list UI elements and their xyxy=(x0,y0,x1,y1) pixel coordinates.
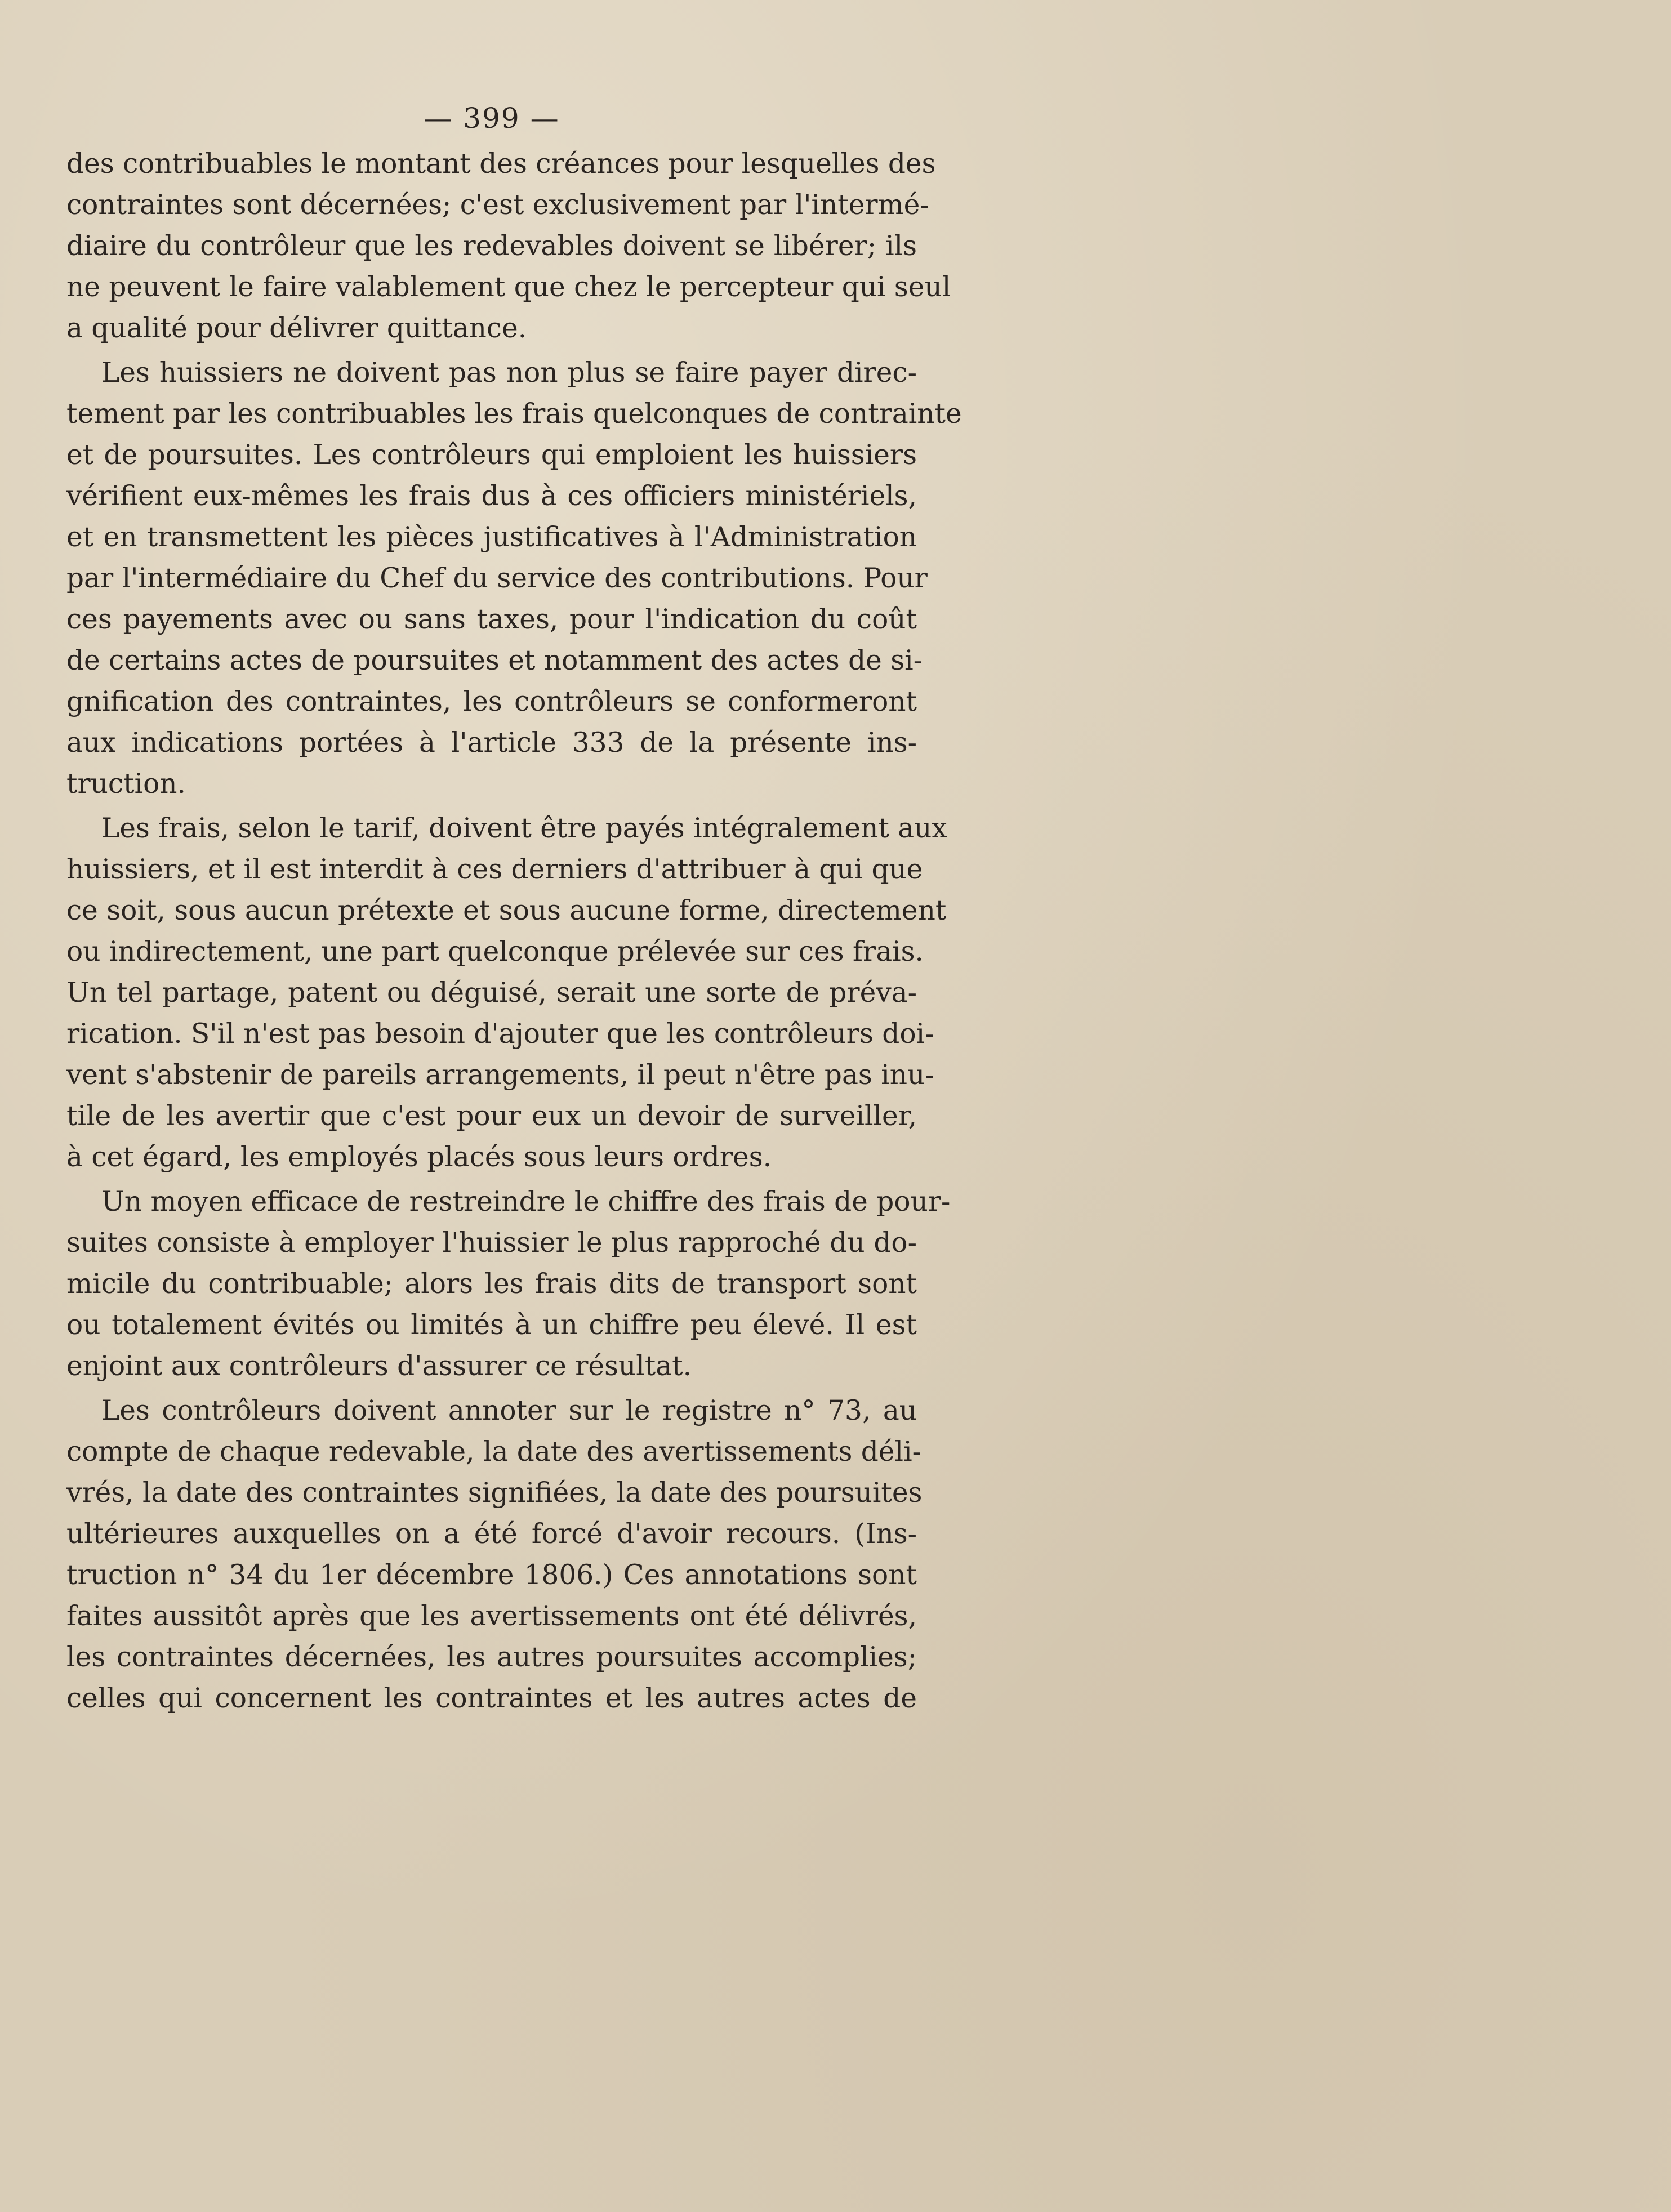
paragraph xyxy=(66,144,951,349)
text-line: des contribuables le montant des créances pour lesquelles des xyxy=(66,148,936,180)
text-line: gnification des contraintes, les contrôleurs se conformeront xyxy=(66,686,917,717)
text-line: ou totalement évités ou limités à un chiffre peu élevé. Il est xyxy=(66,1309,917,1341)
text-line: diaire du contrôleur que les redevables doivent se libérer; ils xyxy=(66,230,917,262)
page-number: — 399 — xyxy=(424,102,560,135)
text-line: ne peuvent le faire valablement que chez le percepteur qui seul xyxy=(66,271,951,303)
text-line: aux indications portées à l'article 333 de la présente ins- xyxy=(66,727,917,759)
paragraph xyxy=(66,808,947,1178)
text-line: par l'intermédiaire du Chef du service des contributions. Pour xyxy=(66,563,928,594)
text-line: huissiers, et il est interdit à ces derniers d'attribuer à qui que xyxy=(66,854,923,885)
text-line: compte de chaque redevable, la date des avertissements déli- xyxy=(66,1436,921,1468)
text-line: Un moyen efficace de restreindre le chiffre des frais de pour- xyxy=(101,1186,951,1218)
text-block xyxy=(66,93,962,1723)
text-line: vrés, la date des contraintes signifiées, la date des poursuites xyxy=(66,1477,923,1509)
text-line: tile de les avertir que c'est pour eux un devoir de surveiller, xyxy=(66,1100,917,1132)
text-line: ce soit, sous aucun prétexte et sous aucune forme, directement xyxy=(66,895,947,926)
text-line: vérifient eux-mêmes les frais dus à ces officiers ministériels, xyxy=(66,480,917,512)
text-line: Les contrôleurs doivent annoter sur le registre n° 73, au xyxy=(101,1395,917,1426)
text-line: contraintes sont décernées; c'est exclusivement par l'intermé- xyxy=(66,189,929,221)
text-line: et en transmettent les pièces justificatives à l'Administration xyxy=(66,521,917,553)
text-line: rication. S'il n'est pas besoin d'ajouter que les contrôleurs doi- xyxy=(66,1018,934,1050)
text-line: Un tel partage, patent ou déguisé, serait une sorte de préva- xyxy=(66,977,917,1009)
text-line: truction n° 34 du 1er décembre 1806.) Ces annotations sont xyxy=(66,1559,917,1591)
text-line: faites aussitôt après que les avertissements ont été délivrés, xyxy=(66,1600,917,1632)
text-line: celles qui concernent les contraintes et les autres actes de xyxy=(66,1683,917,1714)
text-line: enjoint aux contrôleurs d'assurer ce résultat. xyxy=(66,1350,692,1382)
paragraph xyxy=(66,1390,923,1719)
paragraph xyxy=(66,1181,951,1387)
paragraph xyxy=(66,353,962,805)
text-line: à cet égard, les employés placés sous leurs ordres. xyxy=(66,1141,772,1173)
text-line: de certains actes de poursuites et notamment des actes de si- xyxy=(66,645,923,676)
text-line: ou indirectement, une part quelconque prélevée sur ces frais. xyxy=(66,936,924,967)
text-line: truction. xyxy=(66,768,186,800)
text-line: Les huissiers ne doivent pas non plus se faire payer direc- xyxy=(101,357,917,389)
text-line: ultérieures auxquelles on a été forcé d'avoir recours. (Ins- xyxy=(66,1518,917,1550)
text-line: les contraintes décernées, les autres poursuites accomplies; xyxy=(66,1642,917,1673)
text-line: suites consiste à employer l'huissier le plus rapproché du do- xyxy=(66,1227,917,1259)
text-line: tement par les contribuables les frais quelconques de contrainte xyxy=(66,398,962,430)
text-line: vent s'abstenir de pareils arrangements, il peut n'être pas inu- xyxy=(66,1059,934,1091)
text-line: ces payements avec ou sans taxes, pour l'indication du coût xyxy=(66,604,917,635)
text-line: et de poursuites. Les contrôleurs qui emploient les huissiers xyxy=(66,439,917,471)
text-line: Les frais, selon le tarif, doivent être payés intégralement aux xyxy=(101,813,947,844)
text-line: a qualité pour délivrer quittance. xyxy=(66,313,527,344)
text-line: micile du contribuable; alors les frais dits de transport sont xyxy=(66,1268,917,1300)
